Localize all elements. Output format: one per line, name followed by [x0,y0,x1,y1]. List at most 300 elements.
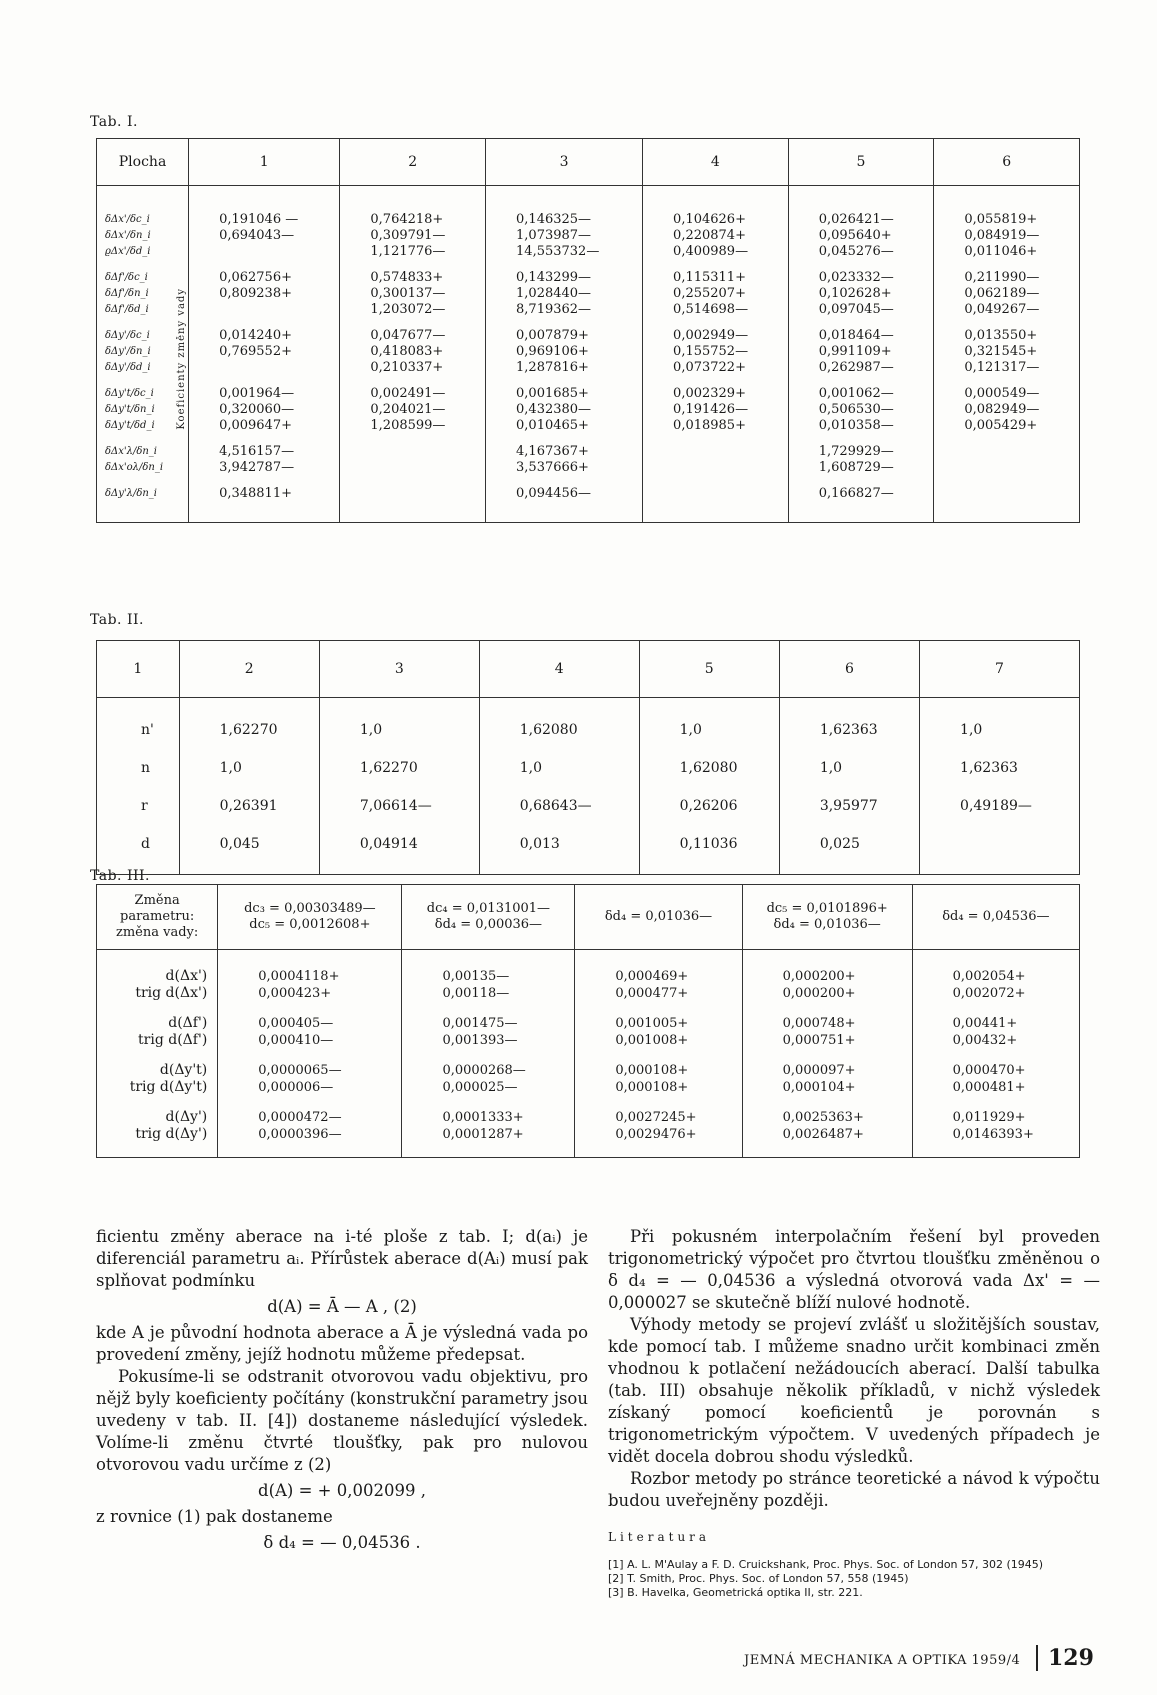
table1-row-labels [97,324,189,382]
cell-line: 0,001964— [219,386,295,401]
cell-line: trig d(Δy') [135,1126,208,1142]
cell-line: 0,432380— [516,402,592,417]
value-stack [819,270,934,318]
cell-line: 0,000200+ [782,969,856,984]
cell-line: 0,002491— [370,386,446,401]
cell-line: 0,262987— [818,360,894,375]
table1-cell [788,440,934,482]
cell-line: dc₅ = 0,0012608+ [249,917,371,932]
table1-cell [934,324,1080,382]
cell-line: 0,000104+ [782,1080,856,1095]
table3-cell [218,1011,402,1058]
table1-row-labels [97,186,189,267]
cell-line: 0,00118— [442,986,510,1001]
table1-cell [643,186,789,267]
cell-line: δd₄ = 0,01036— [604,909,713,924]
cell-line: 0,000481+ [952,1080,1026,1095]
table1-cell [486,186,643,267]
cell-line: 0,000410— [258,1033,334,1048]
table1-cell [486,382,643,440]
table3-cell [742,1105,912,1158]
cell-line: 1,287816+ [516,360,589,375]
value-stack [615,968,741,1002]
cell-line: d(Δy') [165,1109,208,1125]
table2-cell: 7,06614— [319,787,479,825]
table1-cell [189,186,340,267]
table2-header-cell: 5 [639,641,779,698]
table2-row [97,825,1080,875]
cell-line: 0,348811+ [219,486,292,501]
cell-line: 0,694043— [219,228,295,243]
table3-cell [742,1058,912,1105]
cell-line: 0,018464— [818,328,894,343]
cell-line: 0,000748+ [782,1016,856,1031]
table1-cell [788,382,934,440]
table1-cell [189,324,340,382]
cell-line: 0,220874+ [673,228,746,243]
table2-cell: 0,11036 [639,825,779,875]
table1-row-labels [97,382,189,440]
table3-cell [218,950,402,1012]
table2-cell: n [97,749,180,787]
cell-line: 0,000751+ [782,1033,856,1048]
table3-cell [402,950,575,1012]
table3-cell [402,1011,575,1058]
cell-line: 0,001475— [442,1016,518,1031]
table1-cell [486,440,643,482]
cell-line: 0,094456— [516,486,592,501]
cell-line: 8,719362— [516,302,592,317]
cell-line: 0,062189— [964,286,1040,301]
table2-cell: 0,04914 [319,825,479,875]
cell-line: δΔx'/δn_i [105,230,151,241]
value-stack [258,1015,401,1049]
cell-line: 0,002329+ [673,386,746,401]
cell-line: 0,0146393+ [952,1127,1034,1142]
cell-line: 0,010358— [818,418,894,433]
cell-line: δΔy't/δn_i [105,404,155,415]
value-stack [615,1109,741,1143]
table1-row [97,324,1080,382]
value-stack [783,1015,912,1049]
table2-row [97,698,1080,750]
cell-line: δΔf'/δn_i [105,288,149,299]
cell-line: 1,608729— [818,460,894,475]
value-stack [964,386,1079,434]
corner-stack [98,893,216,941]
left-paragraph-4: z rovnice (1) pak dostaneme [96,1507,333,1526]
value-stack [953,1062,1079,1096]
cell-line: δΔf'/δc_i [105,272,148,283]
cell-line: d(Δy't) [159,1062,208,1078]
table2-cell [920,825,1080,875]
cell-line: 0,045276— [818,244,894,259]
cell-line: 0,191426— [673,402,749,417]
cell-line: 0,001005+ [615,1016,689,1031]
table1-header-cell: 3 [486,139,643,186]
value-stack [615,1062,741,1096]
table1-cell [934,482,1080,523]
value-stack [783,1062,912,1096]
cell-line: δΔy'/δc_i [105,330,150,341]
table1-cell [643,324,789,382]
value-stack [442,1062,574,1096]
table1-header-cell: Plocha [97,139,189,186]
table2-cell: 1,62363 [779,698,919,750]
cell-line: 0,011046+ [964,244,1038,259]
cell-line: 0,000423+ [258,986,332,1001]
literature-heading: Literatura [608,1530,711,1544]
value-stack [219,212,339,244]
cell-line: ϱΔx'/δd_i [105,246,151,257]
row-label-stack [97,1109,207,1143]
cell-line: 14,553732— [516,244,600,259]
cell-line: dc₅ = 0,0101896+ [766,901,888,916]
cell-line: δΔy'λ/δn_i [105,488,158,499]
table3-header-cell [575,885,742,950]
header-stack [744,901,911,933]
cell-line: 0,115311+ [673,270,746,285]
table2-cell: 1,0 [319,698,479,750]
table1-cell [340,186,486,267]
cell-line: 0,026421— [818,212,894,227]
cell-line: 0,005429+ [964,418,1038,433]
cell-line: 0,00135— [442,969,510,984]
table2-row [97,749,1080,787]
table1-cell [340,266,486,324]
cell-line: 0,001008+ [615,1033,689,1048]
table3-row-labels [97,1105,218,1158]
cell-line: 3,537666+ [516,460,589,475]
cell-line: 0,000108+ [615,1063,689,1078]
reference-list [608,1558,1100,1600]
cell-line: 0,023332— [818,270,894,285]
table3 [96,884,1080,1158]
table3-cell [742,1011,912,1058]
value-stack [370,270,485,318]
left-paragraph-3: Pokusíme-li se odstranit otvorovou vadu objektivu, pro nějž byly koeficienty počítány (konstrukční parametry jsou uvedeny v tab. II. [4]) dostaneme následující výsledek. Volíme-li změnu čtvrté tloušťky, pak pro nulovou otvorovou vadu určíme z (2) [96,1367,588,1474]
equation-3: d(A) = + 0,002099 , [258,1481,426,1500]
table1-cell [340,440,486,482]
table2-cell: 0,26391 [179,787,319,825]
table1-row [97,482,1080,523]
table2-cell: 1,62363 [920,749,1080,787]
table1-cell [934,440,1080,482]
table1-cell [340,382,486,440]
table3-cell [912,950,1079,1012]
header-stack [219,901,400,933]
table1-cell [788,186,934,267]
table2 [96,640,1080,875]
row-label-stack [97,968,207,1002]
table1-row [97,266,1080,324]
cell-line: 0,0000065— [258,1063,342,1078]
cell-line: 0,166827— [818,486,894,501]
cell-line: 0,000477+ [615,986,689,1001]
table2-cell: 1,0 [479,749,639,787]
right-paragraph-2: Výhody metody se projeví zvlášť u složitějších soustav, kde pomocí tab. I můžeme snadno určit kombinaci změn vhodnou k potlačení nežádoucích aberací. Další tabulka (tab. III) obsahuje několik příkladů, v nichž výsledek získaný pomocí koeficientů je porovnán s trigonometrickým výpočtem. V uvedených případech je vidět docela dobrou shodu výsledků. [608,1315,1100,1466]
equation-2: d(A) = Ā — A , (2) [267,1297,417,1316]
value-stack [219,270,339,302]
table3-cell [575,950,742,1012]
table2-header-cell: 2 [179,641,319,698]
table2-cell: 1,62080 [639,749,779,787]
cell-line: 0,095640+ [818,228,892,243]
value-stack [219,386,339,434]
table1-caption: Tab. I. [90,114,138,130]
cell-line: 0,009647+ [219,418,292,433]
table3-row [97,950,1080,1012]
table2-cell: n' [97,698,180,750]
cell-line: 0,097045— [818,302,894,317]
cell-line: 0,0025363+ [782,1110,864,1125]
cell-line: 0,084919— [964,228,1040,243]
cell-line: δΔx'oλ/δn_i [105,462,164,473]
cell-line: δd₄ = 0,00036— [434,917,543,932]
table1-cell [643,382,789,440]
table3-cell [218,1105,402,1158]
cell-line: 1,073987— [516,228,592,243]
cell-line: δΔy'/δn_i [105,346,151,357]
value-stack [370,328,485,376]
cell-line: 0,146325— [516,212,592,227]
table3-header-cell [218,885,402,950]
value-stack [783,1109,912,1143]
value-stack [516,386,642,434]
cell-line: 0,764218+ [370,212,444,227]
table1-row-labels [97,482,189,523]
cell-line: 0,191046 — [219,212,299,227]
cell-line: dc₃ = 0,00303489— [244,901,376,916]
cell-line: d(Δx') [165,968,208,984]
cell-line: 0,0000472— [258,1110,342,1125]
value-stack [819,328,934,376]
cell-line: δΔx'/δc_i [105,214,150,225]
table1-cell [934,186,1080,267]
table2-cell: 1,0 [779,749,919,787]
cell-line: 0,514698— [673,302,749,317]
table2-cell: 0,68643— [479,787,639,825]
cell-line: 0,049267— [964,302,1040,317]
value-stack [673,270,788,318]
cell-line: trig d(Δf') [138,1032,208,1048]
cell-line: 0,000200+ [782,986,856,1001]
cell-line: 0,002949— [673,328,749,343]
table2-header-cell: 3 [319,641,479,698]
table3-header-cell [402,885,575,950]
table2-cell: d [97,825,180,875]
cell-line: 0,000108+ [615,1080,689,1095]
value-stack [516,486,642,502]
cell-line: 0,400989— [673,244,749,259]
cell-line: 0,0001287+ [442,1127,524,1142]
row-label-stack [105,486,188,502]
cell-line: 0,104626+ [673,212,746,227]
value-stack [370,386,485,434]
table1-row [97,382,1080,440]
table1-row [97,186,1080,267]
table3-row [97,1105,1080,1158]
cell-line: 0,321545+ [964,344,1038,359]
cell-line: 1,203072— [370,302,446,317]
value-stack [953,968,1079,1002]
cell-line: 0,102628+ [818,286,892,301]
table2-cell: 0,025 [779,825,919,875]
cell-line: 0,0000396— [258,1127,342,1142]
cell-line: 0,082949— [964,402,1040,417]
value-stack [258,1062,401,1096]
value-stack [819,212,934,260]
table3-caption: Tab. III. [90,868,151,884]
cell-line: δΔx'λ/δn_i [105,446,157,457]
row-label-stack [97,1015,207,1049]
cell-line: 0,320060— [219,402,295,417]
table2-header-cell: 4 [479,641,639,698]
row-label-stack [97,1062,207,1096]
value-stack [516,328,642,376]
cell-line: 0,010465+ [516,418,589,433]
value-stack [819,444,934,476]
cell-line: δΔy'/δd_i [105,362,151,373]
table1-cell [340,482,486,523]
table2-cell: 3,95977 [779,787,919,825]
table2-header-cell: 7 [920,641,1080,698]
table2-cell: 0,26206 [639,787,779,825]
value-stack [819,386,934,434]
table1-header-cell: 5 [788,139,934,186]
value-stack [370,212,485,260]
cell-line: 0,00441+ [952,1016,1018,1031]
table1-cell [643,482,789,523]
value-stack [953,1015,1079,1049]
reference-item: [3] B. Havelka, Geometrická optika II, str. 221. [608,1586,863,1599]
cell-line: δΔy't/δc_i [105,388,154,399]
value-stack [783,968,912,1002]
table3-cell [575,1105,742,1158]
cell-line: 0,809238+ [219,286,292,301]
cell-line: 0,001393— [442,1033,518,1048]
cell-line: 0,000097+ [782,1063,856,1078]
table2-cell: 1,0 [920,698,1080,750]
table3-cell [402,1105,575,1158]
value-stack [258,1109,401,1143]
cell-line: 0,000549— [964,386,1040,401]
table2-cell: 1,62080 [479,698,639,750]
cell-line: dc₄ = 0,0131001— [426,901,551,916]
cell-line: 0,013550+ [964,328,1038,343]
table2-cell: 1,62270 [319,749,479,787]
value-stack [673,328,788,376]
table3-cell [575,1058,742,1105]
right-column [608,1226,1100,1600]
cell-line: d(Δf') [168,1015,208,1031]
table1-cell [788,482,934,523]
cell-line: 0,143299— [516,270,592,285]
table3-header-cell [742,885,912,950]
table1-cell [788,266,934,324]
cell-line: trig d(Δy't) [129,1079,208,1095]
table3-row-labels [97,950,218,1012]
cell-line: 0,073722+ [673,360,746,375]
table1-cell [340,324,486,382]
right-paragraph-1: Při pokusném interpolačním řešení byl proveden trigonometrický výpočet pro čtvrtou tloušťku změněnou o δ d₄ = — 0,04536 a výsledná otvorová vada Δx' = — 0,000027 se skutečně blíží nulové hodnotě. [608,1227,1100,1312]
table2-cell: 0,045 [179,825,319,875]
value-stack [964,328,1079,376]
cell-line: 0,969106+ [516,344,589,359]
table1-cell [486,324,643,382]
table3-cell [218,1058,402,1105]
value-stack [673,212,788,260]
value-stack [516,212,642,260]
cell-line: 0,00432+ [952,1033,1018,1048]
table1-header-cell: 2 [340,139,486,186]
table1-cell [788,324,934,382]
table1-cell [189,266,340,324]
equation-4: δ d₄ = — 0,04536 . [263,1533,421,1552]
cell-line: 0,000470+ [952,1063,1026,1078]
cell-line: 0,506530— [818,402,894,417]
cell-line: 0,002054+ [952,969,1026,984]
cell-line: δΔy't/δd_i [105,420,155,431]
cell-line: 0,055819+ [964,212,1038,227]
value-stack [219,328,339,360]
cell-line: parametru: [120,909,195,924]
right-paragraph-3: Rozbor metody po stránce teoretické a návod k výpočtu budou uveřejněny později. [608,1469,1100,1510]
cell-line: 1,121776— [370,244,446,259]
cell-line: 0,211990— [964,270,1040,285]
table3-row [97,1011,1080,1058]
header-stack [576,909,740,925]
cell-line: δΔf'/δd_i [105,304,149,315]
table1-header-cell: 4 [643,139,789,186]
table2-caption: Tab. II. [90,612,144,628]
header-stack [914,909,1078,925]
cell-line: 0,001062— [818,386,894,401]
table2-cell: r [97,787,180,825]
table3-cell [402,1058,575,1105]
cell-line: δd₄ = 0,04536— [942,909,1050,924]
cell-line: 0,0001333+ [442,1110,524,1125]
table3-cell [742,950,912,1012]
page-number: 129 [1036,1645,1094,1671]
table1-cell [643,266,789,324]
cell-line: změna vady: [116,925,199,940]
cell-line: 0,574833+ [370,270,444,285]
cell-line: 0,0029476+ [615,1127,697,1142]
table1-row-labels [97,266,189,324]
value-stack [442,968,574,1002]
table1-header-cell: 1 [189,139,340,186]
table3-cell [912,1011,1079,1058]
cell-line: 0,0004118+ [258,969,340,984]
table1 [96,138,1080,523]
table1-row-labels [97,440,189,482]
table3-cell [912,1058,1079,1105]
cell-line: 0,255207+ [673,286,746,301]
cell-line: 1,208599— [370,418,446,433]
left-column [96,1226,588,1558]
journal-footer: JEMNÁ MECHANIKA A OPTIKA 1959/4 [744,1653,1021,1668]
table1-cell [486,266,643,324]
left-paragraph-2: kde A je původní hodnota aberace a Ā je výsledná vada po provedení změny, jejíž hodnotu můžeme předepsat. [96,1323,588,1364]
cell-line: Změna [134,893,180,908]
reference-item: [1] A. L. M'Aulay a F. D. Cruickshank, Proc. Phys. Soc. of London 57, 302 (1945) [608,1558,1044,1571]
value-stack [964,270,1079,318]
row-label-stack [105,212,188,260]
cell-line: 0,000405— [258,1016,334,1031]
cell-line: 0,001685+ [516,386,589,401]
cell-line: 0,991109+ [818,344,892,359]
